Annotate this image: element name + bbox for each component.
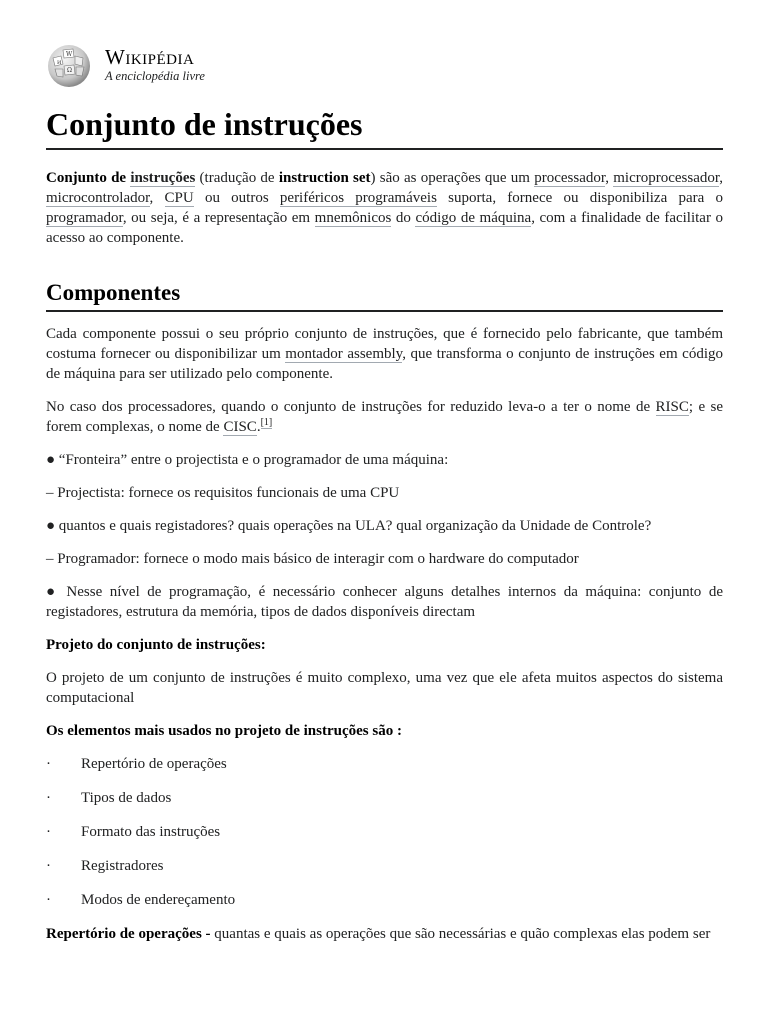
paragraph: Cada componente possui o seu próprio conjunto de instruções, que é fornecido pelo fabricante, que também costuma fornecer ou disponibilizar um montador assembly, que transforma o conjunto de instruções em código de máquina para ser utilizado pelo componente. <box>46 326 723 382</box>
paragraph: ● quantos e quais registadores? quais operações na ULA? qual organização da Unidade de Controle? <box>46 518 652 534</box>
paragraph: ● “Fronteira” entre o projectista e o programador de uma máquina: <box>46 452 449 468</box>
link-codigo-de-maquina[interactable]: código de máquina <box>415 210 532 226</box>
brand-name: Wikipédia <box>105 45 195 69</box>
bullet: · <box>46 892 51 908</box>
paragraph: ● Nesse nível de programação, é necessário conhecer alguns detalhes internos da máquina: conjunto de registadores, estrutura da memória, tipos de dados disponíveis directam <box>46 584 723 620</box>
link-processador[interactable]: processador <box>534 170 606 186</box>
bullet: · <box>46 756 51 772</box>
intro-bold-instruction-set: instruction set <box>278 170 371 186</box>
paragraph: O projeto de um conjunto de instruções é muito complexo, uma vez que ele afeta muitos aspectos do sistema computacional <box>46 670 723 706</box>
bullet: · <box>46 824 51 840</box>
section-heading-componentes: Componentes <box>46 278 723 312</box>
link-risc[interactable]: RISC <box>655 399 689 415</box>
paragraph: – Programador: fornece o modo mais básico de interagir com o hardware do computador <box>46 551 579 567</box>
svg-text:Ω: Ω <box>67 67 72 74</box>
paragraph: No caso dos processadores, quando o conjunto de instruções for reduzido leva-o a ter o nome de RISC; e se forem complexas, o nome de CISC.[1] <box>46 399 723 435</box>
wikipedia-logo[interactable] <box>45 42 205 88</box>
brand-tagline: A enciclopédia livre <box>105 69 205 83</box>
list-item: · Modos de endereçamento <box>46 892 236 908</box>
list-item: · Formato das instruções <box>46 824 221 840</box>
paragraph: Repertório de operações - quantas e quais as operações que são necessárias e quão complexas elas podem ser <box>46 926 711 942</box>
reference-link-1[interactable]: [1] <box>260 417 273 428</box>
list-item: · Repertório de operações <box>46 756 227 772</box>
bold-paragraph: Os elementos mais usados no projeto de instruções são : <box>46 723 402 739</box>
link-programador[interactable]: programador <box>46 210 123 226</box>
link-perifericos-programaveis[interactable]: periféricos programáveis <box>279 190 437 206</box>
link-instrucoes[interactable]: instruções <box>130 170 196 186</box>
intro-bold-term: Conjunto de <box>46 170 127 186</box>
link-mnemonicos[interactable]: mnemônicos <box>314 210 392 226</box>
link-montador-assembly[interactable]: montador assembly <box>285 346 403 362</box>
link-microcontrolador[interactable]: microcontrolador <box>46 190 150 206</box>
brand-text <box>105 46 205 84</box>
paragraph: – Projectista: fornece os requisitos funcionais de uma CPU <box>46 485 400 501</box>
link-cisc[interactable]: CISC <box>223 419 257 435</box>
list-item: · Registradores <box>46 858 164 874</box>
link-cpu[interactable]: CPU <box>164 190 194 206</box>
article-content <box>46 104 723 957</box>
bold-paragraph: Projeto do conjunto de instruções: <box>46 637 266 653</box>
bullet: · <box>46 790 51 806</box>
list-item: · Tipos de dados <box>46 790 172 806</box>
link-microprocessador[interactable]: microprocessador <box>613 170 720 186</box>
wikipedia-globe-icon <box>45 42 95 88</box>
svg-text:И: И <box>57 60 62 66</box>
intro-paragraph: Conjunto de instruções (tradução de instruction set) são as operações que um processador, microprocessador, microcontrolador, CPU ou outros periféricos programáveis suporta, fornece ou disponibiliza para o programador, ou seja, é a representação em mnemônicos do código de máquina, com a finalidade de facilitar o acesso ao componente. <box>46 170 724 246</box>
page-title: Conjunto de instruções <box>46 104 723 150</box>
svg-text:W: W <box>66 51 73 58</box>
bullet: · <box>46 858 51 874</box>
